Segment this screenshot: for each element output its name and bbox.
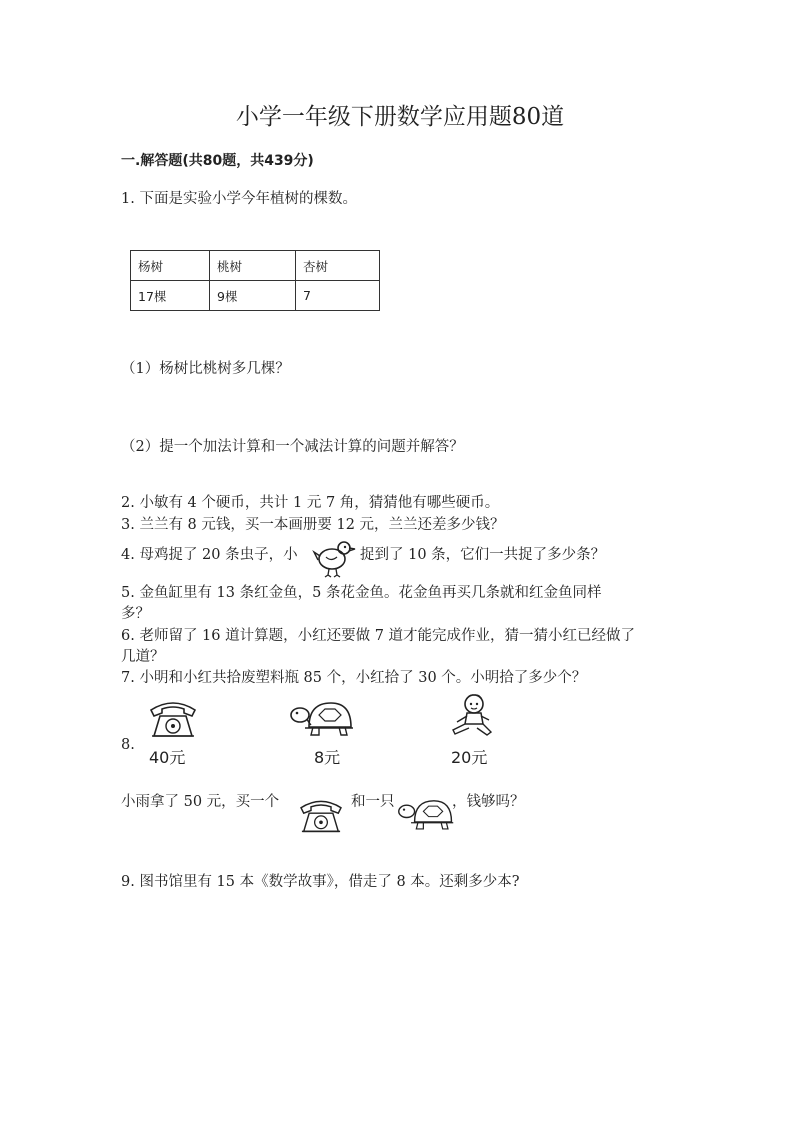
- question-1-text: 1. 下面是实验小学今年植树的棵数。: [121, 191, 357, 207]
- question-6-line2: 几道？: [121, 649, 165, 665]
- doll-icon: [447, 692, 493, 738]
- question-6-line1: 6. 老师留了 16 道计算题，小红还要做 7 道才能完成作业，猜一猜小红已经做了: [121, 628, 636, 644]
- question-8-text-a: 小雨拿了 50 元，买一个: [121, 794, 280, 810]
- turtle-icon: [289, 697, 355, 739]
- question-9-text: 9. 图书馆里有 15 本《数学故事》，借走了 8 本。还剩多少本?: [121, 874, 520, 890]
- question-8-number: 8.: [121, 737, 135, 753]
- page-title: 小学一年级下册数学应用题80道: [235, 104, 565, 130]
- table-header-cell: 桃树: [210, 251, 296, 281]
- turtle-icon: [397, 795, 455, 833]
- table-row: [131, 281, 380, 311]
- question-7-text: 7. 小明和小红共拾废塑料瓶 85 个，小红拾了 30 个。小明拾了多少个？: [121, 670, 587, 686]
- table-header-cell: 杏树: [296, 251, 380, 281]
- telephone-icon: [298, 795, 344, 835]
- telephone-price: 40元: [149, 748, 186, 767]
- doll-price: 20元: [451, 748, 488, 767]
- question-5-line1: 5. 金鱼缸里有 13 条红金鱼，5 条花金鱼。花金鱼再买几条就和红金鱼同样: [121, 585, 602, 601]
- table-cell: 17棵: [131, 281, 210, 311]
- question-5-line2: 多？: [121, 606, 150, 622]
- section-heading: 一.解答题(共80题，共439分): [121, 153, 314, 169]
- question-2-text: 2. 小敏有 4 个硬币，共计 1 元 7 角，猜猜他有哪些硬币。: [121, 495, 500, 511]
- table-header-cell: 杨树: [131, 251, 210, 281]
- question-8-text-b: 和一只: [351, 794, 395, 810]
- telephone-icon: [148, 696, 198, 740]
- question-8-text-c: ，钱够吗？: [452, 794, 525, 810]
- tree-count-table: [130, 250, 380, 311]
- table-header-row: [131, 251, 380, 281]
- question-3-text: 3. 兰兰有 8 元钱，买一本画册要 12 元，兰兰还差多少钱？: [121, 517, 505, 533]
- chick-icon: [312, 536, 356, 578]
- question-1-sub1: （1）杨树比桃树多几棵？: [121, 361, 290, 377]
- question-1-sub2: （2）提一个加法计算和一个减法计算的问题并解答？: [121, 439, 464, 455]
- question-4-text-start: 4. 母鸡捉了 20 条虫子，小: [121, 547, 298, 563]
- table-cell: 9棵: [210, 281, 296, 311]
- turtle-price: 8元: [314, 748, 341, 767]
- table-cell: 7: [296, 281, 380, 311]
- question-4-text-end: 捉到了 10 条，它们一共捉了多少条？: [360, 547, 606, 563]
